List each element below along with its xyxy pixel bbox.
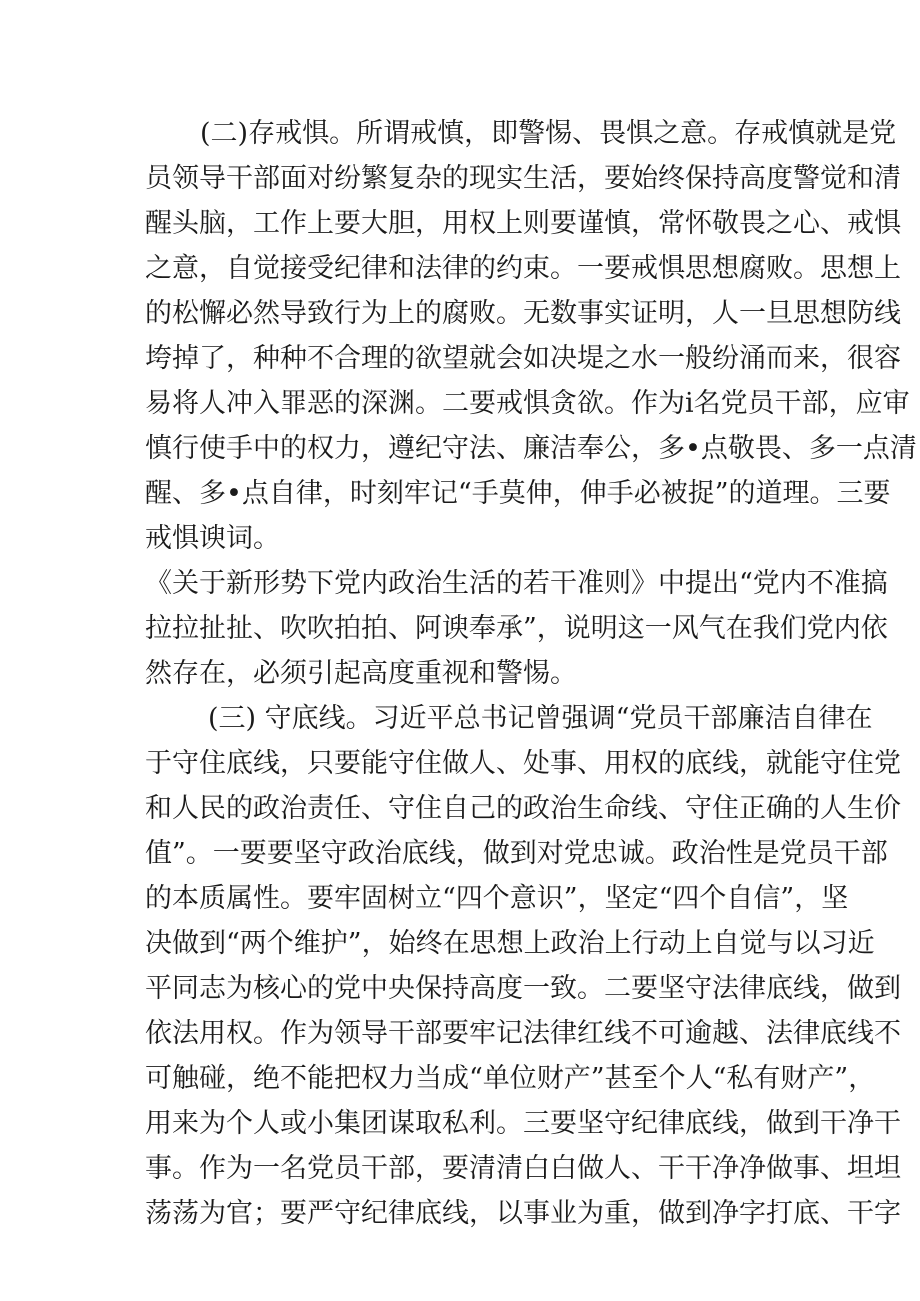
text-line: 值”。一要要坚守政治底线，做到对党忠诚。政治性是党员干部	[145, 838, 888, 869]
text-line: 垮掉了，种种不合理的欲望就会如决堤之水一般纷涌而来，很容	[145, 343, 901, 374]
text-line: 依法用权。作为领导干部要牢记法律红线不可逾越、法律底线不	[145, 1018, 901, 1049]
text-line: 醒头脑，工作上要大胆，用权上则要谨慎，常怀敬畏之心、戒惧	[145, 208, 901, 239]
text-line: (三) 守底线。习近平总书记曾强调“党员干部廉洁自律在	[208, 703, 873, 734]
text-line: 拉拉扯扯、吹吹拍拍、阿谀奉承”，说明这一风气在我们党内依	[145, 613, 888, 644]
text-line: 《关于新形势下党内政治生活的若干准则》中提出“党内不准搞	[145, 568, 888, 599]
text-line: 之意，自觉接受纪律和法律的约束。一要戒惧思想腐败。思想上	[145, 253, 901, 284]
text-line: 事。作为一名党员干部，要清清白白做人、干干净净做事、坦坦	[145, 1153, 901, 1184]
text-line: 平同志为核心的党中央保持高度一致。二要坚守法律底线，做到	[145, 973, 901, 1004]
text-line: 的本质属性。要牢固树立“四个意识”，坚定“四个自信”，坚	[145, 883, 849, 914]
text-line: 易将人冲入罪恶的深渊。二要戒惧贪欲。作为i名党员干部，应审	[145, 388, 910, 419]
text-line: 戒惧谀词。	[145, 523, 280, 554]
text-line: 决做到“两个维护”，始终在思想上政治上行动上自觉与以习近	[145, 928, 875, 959]
text-line: 于守住底线，只要能守住做人、处事、用权的底线，就能守住党	[145, 748, 901, 779]
text-line: 员领导干部面对纷繁复杂的现实生活，要始终保持高度警觉和清	[145, 163, 901, 194]
text-line: 和人民的政治责任、守住自己的政治生命线、守住正确的人生价	[145, 793, 901, 824]
text-line: 的松懈必然导致行为上的腐败。无数事实证明，人一旦思想防线	[145, 298, 901, 329]
text-line: 慎行使手中的权力，遵纪守法、廉洁奉公，多•点敬畏、多一点清	[145, 433, 917, 464]
text-line: 用来为个人或小集团谋取私利。三要坚守纪律底线，做到干净干	[145, 1108, 901, 1139]
text-line: 可触碰，绝不能把权力当成“单位财产”甚至个人“私有财产”，	[145, 1063, 876, 1094]
text-line: 荡荡为官；要严守纪律底线，以事业为重，做到净字打底、干字	[145, 1198, 901, 1229]
text-line: 醒、多•点自律，时刻牢记“手莫伸，伸手必被捉”的道理。三要	[145, 478, 891, 509]
text-line: (二)存戒惧。所谓戒慎，即警惕、畏惧之意。存戒慎就是党	[200, 118, 897, 149]
text-line: 然存在，必须引起高度重视和警惕。	[145, 658, 577, 689]
